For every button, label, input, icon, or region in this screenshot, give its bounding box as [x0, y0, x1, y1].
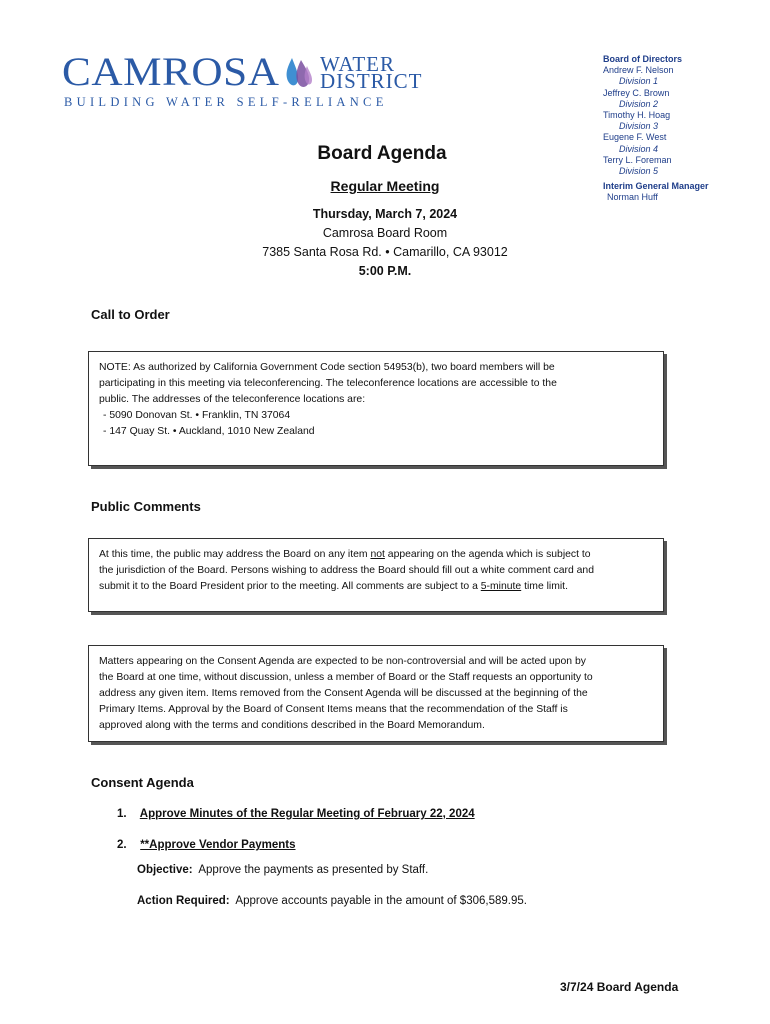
consent-agenda-heading: Consent Agenda: [91, 775, 194, 790]
meeting-address: 7385 Santa Rosa Rd. • Camarillo, CA 93012: [262, 245, 508, 259]
logo-district: DISTRICT: [320, 69, 423, 93]
note-line: participating in this meeting via teleconferencing. The teleconference locations are accessible to the: [99, 378, 557, 389]
board-of-directors: [603, 54, 763, 204]
meeting-room: Camrosa Board Room: [322, 226, 448, 240]
teleconference-note-box: [88, 351, 664, 466]
logo-water: WATER: [320, 52, 395, 76]
board-member-division: Division 5: [619, 166, 659, 177]
logo-tagline: BUILDING WATER SELF-RELIANCE: [64, 95, 388, 109]
gm-name: Norman Huff: [607, 192, 658, 203]
logo-name: CAMROSA: [62, 49, 280, 94]
teleconference-location: - 5090 Donovan St. • Franklin, TN 37064: [103, 410, 291, 421]
board-member-division: Division 3: [619, 121, 659, 132]
board-member-name: Eugene F. West: [603, 132, 667, 143]
page-subtitle: Regular Meeting: [330, 178, 440, 194]
board-member-name: Timothy H. Hoag: [603, 110, 671, 121]
item-label: Approve Minutes of the Regular Meeting of February 22, 2024: [139, 808, 475, 820]
page-title: Board Agenda: [317, 143, 447, 164]
agenda-item-vendor-payments: [117, 839, 296, 851]
public-comments-line: [99, 547, 653, 563]
note-line: NOTE: As authorized by California Government Code section 54953(b), two board members will be: [99, 362, 555, 373]
consent-note-line: address any given item. Items removed from the Consent Agenda will be discussed at the beginning of the: [99, 688, 588, 699]
page-footer: 3/7/24 Board Agenda: [560, 980, 679, 994]
text-span: appearing on the agenda which is subject to: [384, 549, 591, 560]
board-member-division: Division 2: [619, 98, 659, 109]
objective-text: Approve the payments as presented by Staff.: [192, 864, 429, 876]
action-text: Approve accounts payable in the amount of $306,589.95.: [229, 895, 527, 907]
public-comments-box: [88, 538, 664, 612]
consent-note-line: Matters appearing on the Consent Agenda are expected to be non-controversial and will be acted upon by: [99, 656, 586, 667]
emphasis-not: not: [370, 549, 385, 560]
gm-header: Interim General Manager: [603, 181, 709, 192]
agenda-item-minutes: [117, 808, 475, 820]
camrosa-logo: [62, 49, 442, 112]
consent-note-box: [88, 645, 664, 742]
meeting-time: 5:00 P.M.: [358, 264, 412, 278]
item-label: **Approve Vendor Payments: [140, 839, 296, 851]
text-span: At this time, the public may address the Board on any item: [99, 549, 371, 560]
item-number: 2.: [117, 839, 127, 851]
meeting-date: Thursday, March 7, 2024: [312, 207, 458, 221]
text-span: submit it to the Board President prior to the meeting. All comments are subject to a: [99, 581, 481, 592]
public-comments-heading: Public Comments: [91, 499, 201, 514]
note-line: public. The addresses of the teleconference locations are:: [99, 394, 366, 405]
board-member-division: Division 4: [619, 143, 659, 154]
board-member-division: Division 1: [619, 76, 659, 87]
consent-note-line: the Board at one time, without discussion, unless a member of Board or the Staff requests an opportunity to: [99, 672, 593, 683]
consent-note-line: Primary Items. Approval by the Board of Consent Items means that the recommendation of the Staff is: [99, 704, 568, 715]
board-header: Board of Directors: [603, 54, 683, 64]
item-number: 1.: [117, 808, 127, 820]
teleconference-location: - 147 Quay St. • Auckland, 1010 New Zealand: [103, 426, 315, 437]
water-drops-icon: [284, 56, 314, 90]
text-span: time limit.: [521, 581, 568, 592]
objective-label: Objective:: [137, 864, 193, 876]
public-comments-line: [99, 579, 653, 595]
consent-note-line: approved along with the terms and conditions described in the Board Memorandum.: [99, 720, 485, 731]
board-member-name: Jeffrey C. Brown: [603, 87, 670, 98]
board-member-name: Andrew F. Nelson: [603, 65, 674, 76]
call-to-order-heading: Call to Order: [91, 307, 170, 322]
public-comments-line: the jurisdiction of the Board. Persons wishing to address the Board should fill out a white comment card and: [99, 565, 594, 576]
emphasis-time-limit: 5-minute: [480, 581, 522, 592]
objective-line: [137, 864, 428, 876]
action-required-line: [137, 895, 527, 907]
board-member-name: Terry L. Foreman: [603, 154, 672, 165]
action-label: Action Required:: [137, 895, 230, 907]
